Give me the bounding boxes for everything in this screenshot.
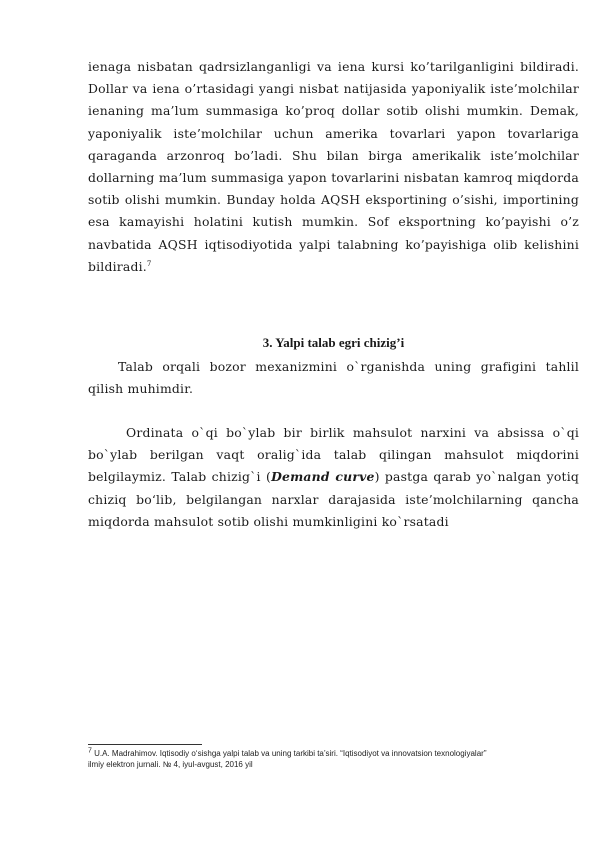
footnote-number: 7 xyxy=(88,747,92,755)
paragraph-exchange-rate xyxy=(88,56,579,278)
paragraph-text-before: Ordinata o`qi bo`ylab bir birlik mahsulot narxini va absissa o`qi bo`ylab berilgan vaqt oralig`ida talab qilingan mahsulot miqdorini belgilaymiz. Talab chizig`i ( xyxy=(88,425,579,485)
paragraph-text: ienaga nisbatan qadrsizlanganligi va iena kursi ko’tarilganligini bildiradi. Dollar va iena o’rtasidagi yangi nisbat natijasida yaponiyalik iste’molchilar ienaning ma’lum summasiga ko’proq dollar sotib olishi mumkin. Demak, yaponiyalik iste’molchilar uchun amerika tovarlari yapon tovarlariga qaraganda arzonroq bo’ladi. Shu bilan birga amerikalik iste’molchilar dollarning ma’lum summasiga yapon tovarlarini nisbatan kamroq miqdorda sotib olishi mumkin. Bunday holda AQSH eksportining o’sishi, importining esa kamayishi holatini kutish mumkin. Sof eksportning ko’payishi o’z navbatida AQSH iqtisodiyotida yalpi talabning ko’payishiga olib kelishini bildiradi. xyxy=(88,59,579,274)
demand-curve-term: Demand curve xyxy=(271,469,375,485)
section-heading: 3. Yalpi talab egri chizig’i xyxy=(262,335,405,350)
footnote-divider xyxy=(88,744,202,745)
paragraph-demand-curve xyxy=(88,422,579,533)
footnote xyxy=(88,748,498,770)
footnote-text: U.A. Madrahimov. Iqtisodiy o‘sishga yalpi talab va uning tarkibi ta’siri. “Iqtisodiyot va innovatsion texnologiyalar” ilmiy elektron jurnali. № 4, iyul-avgust, 2016 yil xyxy=(88,749,487,769)
paragraph-intro: Talab orqali bozor mexanizmini o`rganishda uning grafigini tahlil qilish muhimdir. xyxy=(88,359,579,397)
footnote-reference[interactable]: 7 xyxy=(146,259,152,268)
paragraph-text-after: ) pastga qarab yo`nalgan yotiq chiziq bo‘lib, belgilangan narxlar darajasida iste’molchilarning qancha miqdorda mahsulot sotib olishi mumkinligini ko`rsatadi xyxy=(88,469,579,529)
